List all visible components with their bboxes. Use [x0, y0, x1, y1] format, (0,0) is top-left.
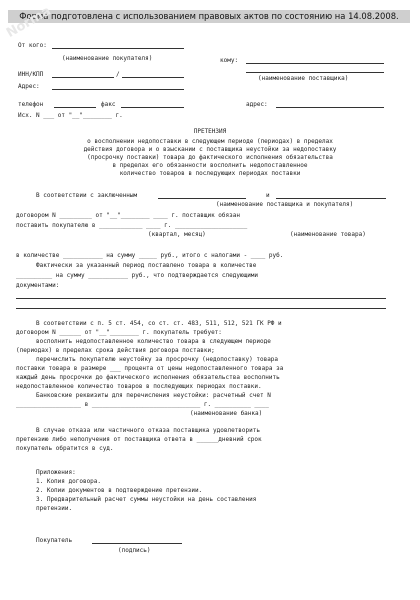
signature-hint: (подпись) — [118, 547, 151, 554]
phone-line — [54, 107, 96, 108]
attachments-heading: Приложения: — [36, 469, 76, 476]
p1-hint-left: (квартал, месяц) — [148, 231, 206, 238]
title-line: действия договора и о взыскании с поставщика неустойки за недопоставку — [83, 146, 337, 153]
p2-line-9: Банковские реквизиты для перечисления неустойки: расчетный счет N — [36, 392, 271, 399]
p2-bank-hint: (наименование банка) — [190, 410, 263, 417]
kpp-line — [122, 77, 184, 78]
to-line-2 — [246, 72, 384, 73]
p2-line-6: поставки товара в размере ___ процента от цены недопоставленного товара за — [16, 365, 284, 372]
p2-line-8: недопоставленное количество товаров в последующих периодах поставки. — [16, 383, 262, 390]
p1-line-1: В соответствии с заключенным — [36, 192, 138, 199]
fax-line — [121, 107, 184, 108]
p1-line-5: Фактически за указанный период поставлено товара в количестве — [36, 262, 257, 269]
p1-line-1-blank-2 — [276, 198, 386, 199]
p1-line-2: договором N _________ от "__"________ ____ г. поставщик обязан — [16, 212, 240, 219]
p1-line-3: поставить покупателю в ____________ ____ г. ____________________ — [16, 222, 248, 229]
p2-line-4: (периодах) в пределах срока действия договора поставки; — [16, 347, 215, 354]
p1-line-1-blank — [158, 198, 246, 199]
p2-line-1: В соответствии с п. 5 ст. 454, со ст. ст. 483, 511, 512, 521 ГК РФ и — [36, 320, 282, 327]
signature-line — [92, 543, 182, 544]
p3-line-2: претензию либо неполучения от поставщика ответа в ______дневний срок — [16, 436, 262, 443]
signature-label: Покупатель — [36, 537, 73, 544]
to-hint: (наименование поставщика) — [258, 75, 349, 82]
inn-label: ИНН/КПП — [18, 71, 44, 78]
p1-hint: (наименование поставщика и покупателя) — [216, 201, 354, 208]
attachment-item: 2. Копии документов в подтверждение претензии. — [36, 487, 203, 494]
address-line — [52, 89, 184, 90]
outgoing-number: Исх. N ___ от "__"________ г. — [18, 112, 123, 119]
p2-line-3: восполнить недопоставленное количество товара в следующем периоде — [36, 338, 271, 345]
p2-line-7: каждый день просрочки до фактического исполнения обязательства восполнить — [16, 374, 280, 381]
attachment-item: 1. Копия договора. — [36, 478, 102, 485]
p1-line-4: в количестве ___________ на сумму _____ руб., итого с налогами - ____ руб. — [16, 252, 284, 259]
to-label: кому: — [220, 57, 239, 64]
inn-line — [52, 77, 114, 78]
attachment-item: 3. Предварительный расчет суммы неустойки на день составления — [36, 496, 257, 503]
phone-label: телефон — [18, 101, 44, 108]
p1-line-6: __________ на сумму ___________ руб., что подтверждается следующими — [16, 272, 259, 279]
p1-and: и — [266, 192, 270, 199]
p1-hint-right: (наименование товара) — [290, 231, 366, 238]
address-label: Адрес: — [18, 83, 40, 90]
watermark-logo: Norma — [4, 3, 54, 41]
fax-label: факс — [101, 101, 116, 108]
p3-line-3: покупатель обратится в суд. — [16, 445, 114, 452]
address2-line — [276, 107, 384, 108]
title-line: (просрочку поставки) товара до фактического исполнения обязательства — [87, 154, 333, 161]
attachment-item: претензии. — [36, 505, 73, 512]
p2-line-10: __________________ в ______________________________ г. __________ ____ — [16, 401, 269, 408]
p1-line-7: документами: — [16, 282, 60, 289]
p3-line-1: В случае отказа или частичного отказа поставщика удовлетворить — [36, 427, 260, 434]
from-line — [52, 48, 184, 49]
p1-documents-line — [16, 298, 386, 299]
p1-documents-line-2 — [16, 308, 386, 309]
title-line: в пределах его обязанности восполнить недопоставленное — [112, 162, 308, 169]
from-label: От кого: — [18, 42, 47, 49]
title-line: количество товаров в последующих периодах поставки — [119, 170, 301, 177]
from-hint: (наименование покупателя) — [62, 55, 153, 62]
p2-line-2: договором N ______ от "__"________ г. покупатель требует: — [16, 329, 222, 336]
to-line — [246, 63, 384, 64]
claim-heading: ПРЕТЕНЗИЯ — [193, 128, 227, 135]
address2-label: адрес: — [246, 101, 268, 108]
p2-line-5: перечислить покупателю неустойку за просрочку (недопоставку) товара — [36, 356, 279, 363]
form-banner: Форма подготовлена с использованием правовых актов по состоянию на 14.08.2008. — [8, 10, 410, 23]
inn-sep: / — [116, 71, 120, 78]
title-line: о восполнении недопоставки в следующем периоде (периодах) в пределах — [87, 138, 333, 145]
